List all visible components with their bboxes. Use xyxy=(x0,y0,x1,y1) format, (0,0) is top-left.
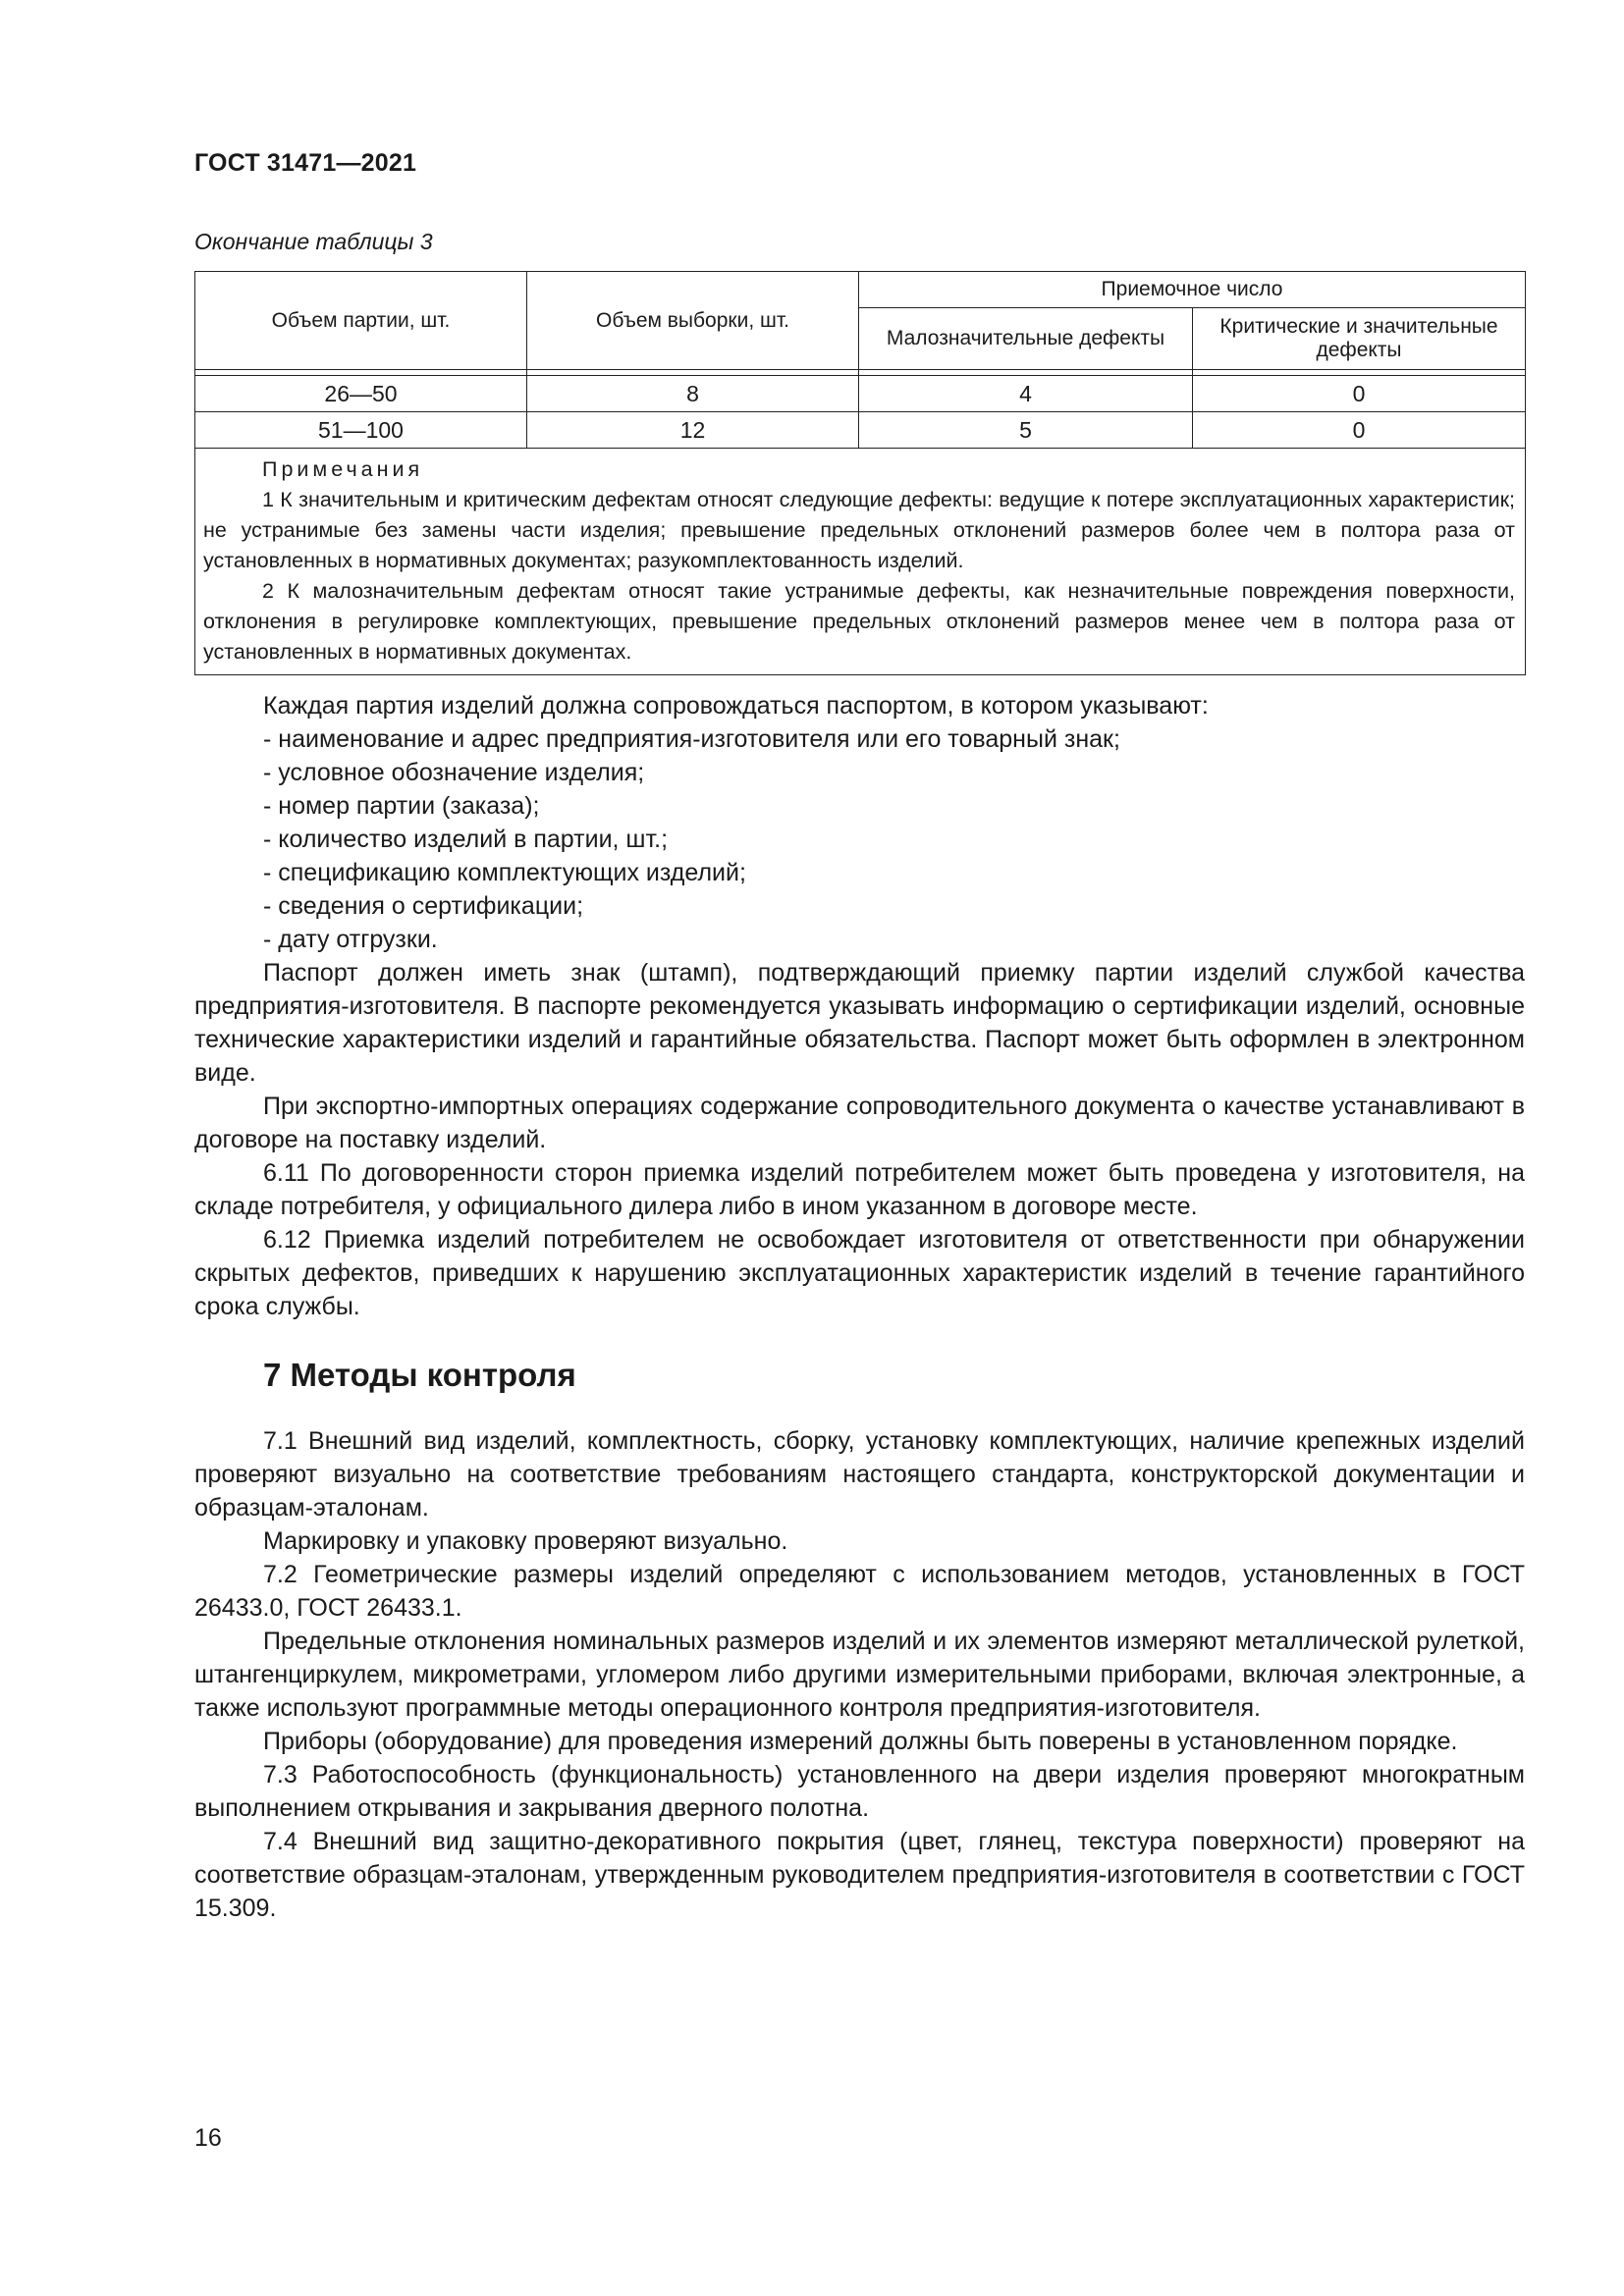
list-item: - номер партии (заказа); xyxy=(263,792,540,820)
paragraph: 6.11 По договоренности сторон приемка изделий потребителем может быть проведена у изготовителя, на складе потребителя, у официального дилера либо в ином указанном в договоре месте. xyxy=(194,1159,1525,1220)
table-notes xyxy=(195,449,1526,675)
list-item: - условное обозначение изделия; xyxy=(263,759,645,786)
notes-title: Примечания xyxy=(262,457,424,481)
passport-intro: Каждая партия изделий должна сопровождаться паспортом, в котором указывают: xyxy=(263,692,1209,720)
list-item: - дату отгрузки. xyxy=(263,926,438,953)
cell-critical: 0 xyxy=(1193,376,1526,412)
note-1: 1 К значительным и критическим дефектам относят следующие дефекты: ведущие к потере эксплуатационных характеристик; не устранимые без замены части изделия; превышение предельных отклонений размеров более чем в полтора раза от установленных в нормативных документах; разукомплектованность изделий. xyxy=(203,488,1516,572)
section-7-body xyxy=(194,1424,1525,1925)
paragraph: 7.3 Работоспособность (функциональность) установленного на двери изделия проверяют многократным выполнением открывания и закрывания дверного полотна. xyxy=(194,1761,1525,1822)
document-code: ГОСТ 31471—2021 xyxy=(194,149,417,177)
header-sample: Объем выборки, шт. xyxy=(527,272,859,370)
table-row xyxy=(195,376,1526,412)
list-item: - количество изделий в партии, шт.; xyxy=(263,826,669,853)
list-item: - сведения о сертификации; xyxy=(263,892,584,920)
note-2: 2 К малозначительным дефектам относят такие устранимые дефекты, как незначительные повреждения поверхности, отклонения в регулировке комплектующих, превышение предельных отклонений размеров менее чем в полтора раза от установленных в нормативных документах. xyxy=(203,579,1516,664)
cell-minor: 5 xyxy=(859,412,1193,449)
table-caption: Окончание таблицы 3 xyxy=(194,229,433,254)
paragraph: Приборы (оборудование) для проведения измерений должны быть поверены в установленном порядке. xyxy=(263,1728,1458,1755)
list-item: - наименование и адрес предприятия-изготовителя или его товарный знак; xyxy=(263,725,1120,753)
list-item: - спецификацию комплектующих изделий; xyxy=(263,859,746,886)
section-heading: 7 Методы контроля xyxy=(263,1357,576,1393)
paragraph: 7.4 Внешний вид защитно-декоративного покрытия (цвет, глянец, текстура поверхности) проверяют на соответствие образцам-эталонам, утвержденным руководителем предприятия-изготовителя в соответствии с ГОСТ 15.309. xyxy=(194,1828,1525,1922)
paragraph: 7.2 Геометрические размеры изделий определяют с использованием методов, установленных в ГОСТ 26433.0, ГОСТ 26433.1. xyxy=(194,1561,1525,1622)
table-3 xyxy=(194,271,1526,675)
table-row xyxy=(195,412,1526,449)
paragraph: Маркировку и упаковку проверяют визуально. xyxy=(263,1527,788,1555)
header-minor: Малозначительные дефекты xyxy=(859,308,1193,370)
header-critical: Критические и значительные дефекты xyxy=(1193,308,1526,370)
header-lot: Объем партии, шт. xyxy=(195,272,527,370)
paragraph: 7.1 Внешний вид изделий, комплектность, сборку, установку комплектующих, наличие крепежных изделий проверяют визуально на соответствие требованиям настоящего стандарта, конструкторской документации и образцам-эталонам. xyxy=(194,1427,1525,1522)
cell-sample: 12 xyxy=(527,412,859,449)
paragraph: При экспортно-импортных операциях содержание сопроводительного документа о качестве устанавливают в договоре на поставку изделий. xyxy=(194,1093,1525,1153)
paragraph: 6.12 Приемка изделий потребителем не освобождает изготовителя от ответственности при обнаружении скрытых дефектов, приведших к нарушению эксплуатационных характеристик изделий в течение гарантийного срока службы. xyxy=(194,1226,1525,1320)
page-number: 16 xyxy=(194,2124,222,2152)
cell-critical: 0 xyxy=(1193,412,1526,449)
passport-section xyxy=(194,689,1525,1323)
cell-lot: 26—50 xyxy=(195,376,527,412)
cell-minor: 4 xyxy=(859,376,1193,412)
paragraph: Предельные отклонения номинальных размеров изделий и их элементов измеряют металлической рулеткой, штангенциркулем, микрометрами, угломером либо другими измерительными приборами, включая электронные, а также используют программные методы операционного контроля предприятия-изготовителя. xyxy=(194,1628,1525,1722)
cell-lot: 51—100 xyxy=(195,412,527,449)
header-acceptance: Приемочное число xyxy=(859,272,1526,308)
paragraph: Паспорт должен иметь знак (штамп), подтверждающий приемку партии изделий службой качества предприятия-изготовителя. В паспорте рекомендуется указывать информацию о сертификации изделий, основные технические характеристики изделий и гарантийные обязательства. Паспорт может быть оформлен в электронном виде. xyxy=(194,959,1525,1087)
cell-sample: 8 xyxy=(527,376,859,412)
